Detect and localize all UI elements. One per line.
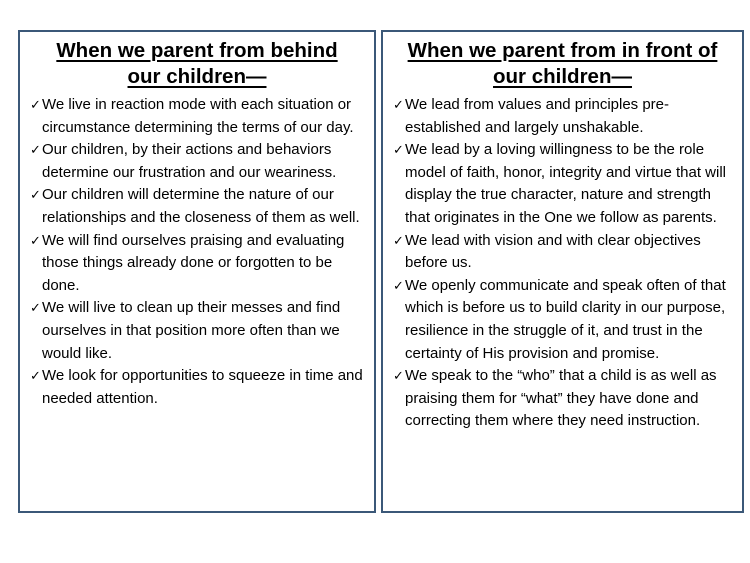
list-item <box>30 139 370 184</box>
bullet-text: Our children, by their actions and behaviors determine our frustration and our weariness. <box>42 141 337 181</box>
bullet-text: We lead by a loving willingness to be the role model of faith, honor, integrity and virtue that will display the true character, nature and strength that originates in the One we follow as parents. <box>405 141 727 226</box>
left-panel-title <box>20 38 374 90</box>
list-item <box>393 139 738 229</box>
left-title-line1: When we parent from behind <box>56 39 338 62</box>
list-item <box>30 184 370 229</box>
check-icon: ✓ <box>30 142 41 158</box>
check-icon: ✓ <box>30 187 41 203</box>
check-icon: ✓ <box>30 368 41 384</box>
bullet-text: We look for opportunities to squeeze in time and needed attention. <box>42 367 363 407</box>
bullet-text: Our children will determine the nature of our relationships and the closeness of them as well. <box>42 186 360 226</box>
bullet-text: We lead with vision and with clear objectives before us. <box>405 231 701 272</box>
list-item <box>30 94 370 139</box>
list-item <box>30 297 370 365</box>
check-icon: ✓ <box>393 277 404 293</box>
right-title-line1: When we parent from in front of <box>407 39 718 62</box>
bullet-text: We live in reaction mode with each situation or circumstance determining the terms of our day. <box>42 96 354 136</box>
list-item <box>30 230 370 298</box>
right-bullet-list <box>383 94 742 433</box>
check-icon: ✓ <box>393 97 404 112</box>
bullet-text: We openly communicate and speak often of that which is before us to build clarity in our purpose, resilience in the struggle of it, and trust in the certainty of His provision and promise. <box>405 276 726 362</box>
check-icon: ✓ <box>393 142 404 158</box>
list-item <box>393 230 738 275</box>
check-icon: ✓ <box>30 232 41 248</box>
list-item <box>393 365 738 433</box>
bullet-text: We will find ourselves praising and evaluating those things already done or forgotten to be done. <box>42 231 345 294</box>
check-icon: ✓ <box>393 232 404 248</box>
left-title-line2: our children— <box>127 65 267 88</box>
list-item <box>393 275 738 365</box>
right-panel-title <box>383 38 742 90</box>
left-panel-behind <box>18 30 376 513</box>
right-panel-in-front <box>381 30 744 513</box>
list-item <box>393 94 738 139</box>
check-icon: ✓ <box>30 300 41 316</box>
bullet-text: We lead from values and principles pre-established and largely unshakable. <box>405 96 670 136</box>
check-icon: ✓ <box>393 368 404 384</box>
check-icon: ✓ <box>30 97 41 112</box>
bullet-text: We will live to clean up their messes and find ourselves in that position more often than we would like. <box>42 299 341 362</box>
right-title-line2: our children— <box>493 65 632 88</box>
list-item <box>30 365 370 410</box>
bullet-text: We speak to the “who” that a child is as well as praising them for “what” they have done and correcting them where they need instruction. <box>405 367 717 430</box>
left-bullet-list <box>20 94 374 410</box>
